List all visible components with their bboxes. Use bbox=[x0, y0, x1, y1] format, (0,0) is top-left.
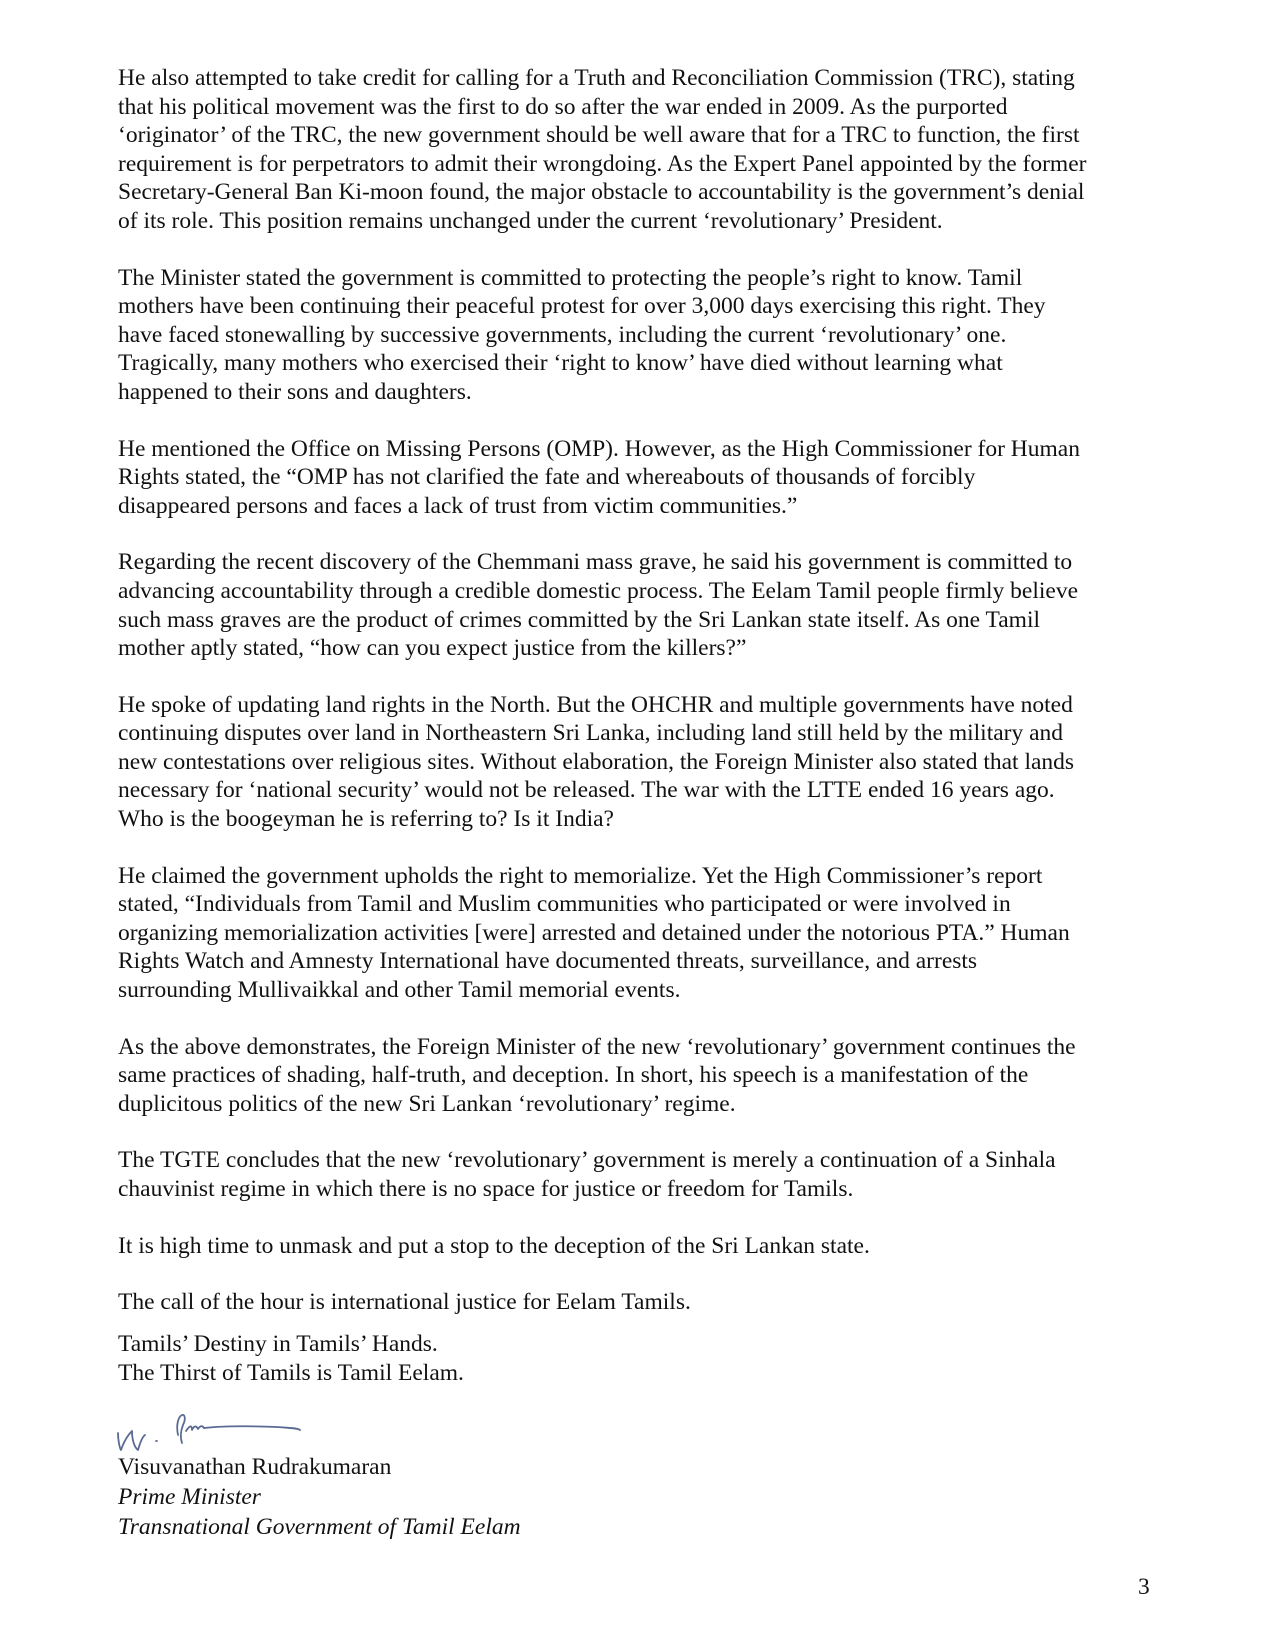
signer-title: Prime Minister bbox=[118, 1484, 261, 1510]
paragraph-chemmani: Regarding the recent discovery of the Chemmani mass grave, he said his government is committed to advancing accountability through a credible domestic process. The Eelam Tamil people firmly believe such mass graves are the product of crimes committed by the Sri Lankan state itself. As one Tamil mother aptly stated, “how can you expect justice from the killers?” bbox=[118, 549, 1079, 662]
closing-line-thirst: The Thirst of Tamils is Tamil Eelam. bbox=[118, 1359, 464, 1386]
signer-block bbox=[118, 1452, 521, 1542]
paragraph-conclusion: The TGTE concludes that the new ‘revolutionary’ government is merely a continuation of a Sinhala chauvinist regime in which there is no space for justice or freedom for Tamils. bbox=[118, 1147, 1056, 1202]
signer-organization: Transnational Government of Tamil Eelam bbox=[118, 1514, 521, 1540]
paragraph-trc: He also attempted to take credit for calling for a Truth and Reconciliation Commission (TRC), stating that his political movement was the first to do so after the war ended in 2009. As the purported ‘originator’ of the TRC, the new government should be well aware that for a TRC to function, the first requirement is for perpetrators to admit their wrongdoing. As the Expert Panel appointed by the former Secretary-General Ban Ki-moon found, the major obstacle to accountability is the government’s denial of its role. This position remains unchanged under the current ‘revolutionary’ President. bbox=[118, 65, 1087, 234]
closing-slogans bbox=[118, 1330, 464, 1387]
paragraph-land-rights: He spoke of updating land rights in the North. But the OHCHR and multiple governments have noted continuing disputes over land in Northeastern Sri Lanka, including land still held by the military and new contestations over religious sites. Without elaboration, the Foreign Minister also stated that lands necessary for ‘national security’ would not be released. The war with the LTTE ended 16 years ago. Who is the boogeyman he is referring to? Is it India? bbox=[118, 691, 1075, 833]
page-number: 3 bbox=[1138, 1574, 1150, 1600]
paragraph-right-to-know: The Minister stated the government is committed to protecting the people’s right to know. Tamil mothers have been continuing their peaceful protest for over 3,000 days exercising this right. They have faced stonewalling by successive governments, including the current ‘revolutionary’ one. Tragically, many mothers who exercised their ‘right to know’ have died without learning what happened to their sons and daughters. bbox=[118, 264, 1046, 405]
paragraph-demonstrates: As the above demonstrates, the Foreign Minister of the new ‘revolutionary’ government continues the same practices of shading, half-truth, and deception. In short, his speech is a manifestation of the duplicitous politics of the new Sri Lankan ‘revolutionary’ regime. bbox=[118, 1033, 1076, 1117]
paragraph-unmask: It is high time to unmask and put a stop to the deception of the Sri Lankan state. bbox=[118, 1232, 870, 1259]
closing-line-destiny: Tamils’ Destiny in Tamils’ Hands. bbox=[118, 1331, 438, 1357]
letter-body bbox=[118, 64, 1158, 1345]
signer-name: Visuvanathan Rudrakumaran bbox=[118, 1454, 392, 1480]
paragraph-omp: He mentioned the Office on Missing Persons (OMP). However, as the High Commissioner for Human Rights stated, the “OMP has not clarified the fate and whereabouts of thousands of forcibly disappeared persons and faces a lack of trust from victim communities.” bbox=[118, 435, 1080, 519]
paragraph-memorialize: He claimed the government upholds the right to memorialize. Yet the High Commissioner’s report stated, “Individuals from Tamil and Muslim communities who participated or were involved in organizing memorialization activities [were] arrested and detained under the notorious PTA.” Human Rights Watch and Amnesty International have documented threats, surveillance, and arrests surrounding Mullivaikkal and other Tamil memorial events. bbox=[118, 862, 1070, 1004]
paragraph-call: The call of the hour is international justice for Eelam Tamils. bbox=[118, 1289, 691, 1316]
handwritten-signature bbox=[112, 1395, 322, 1453]
